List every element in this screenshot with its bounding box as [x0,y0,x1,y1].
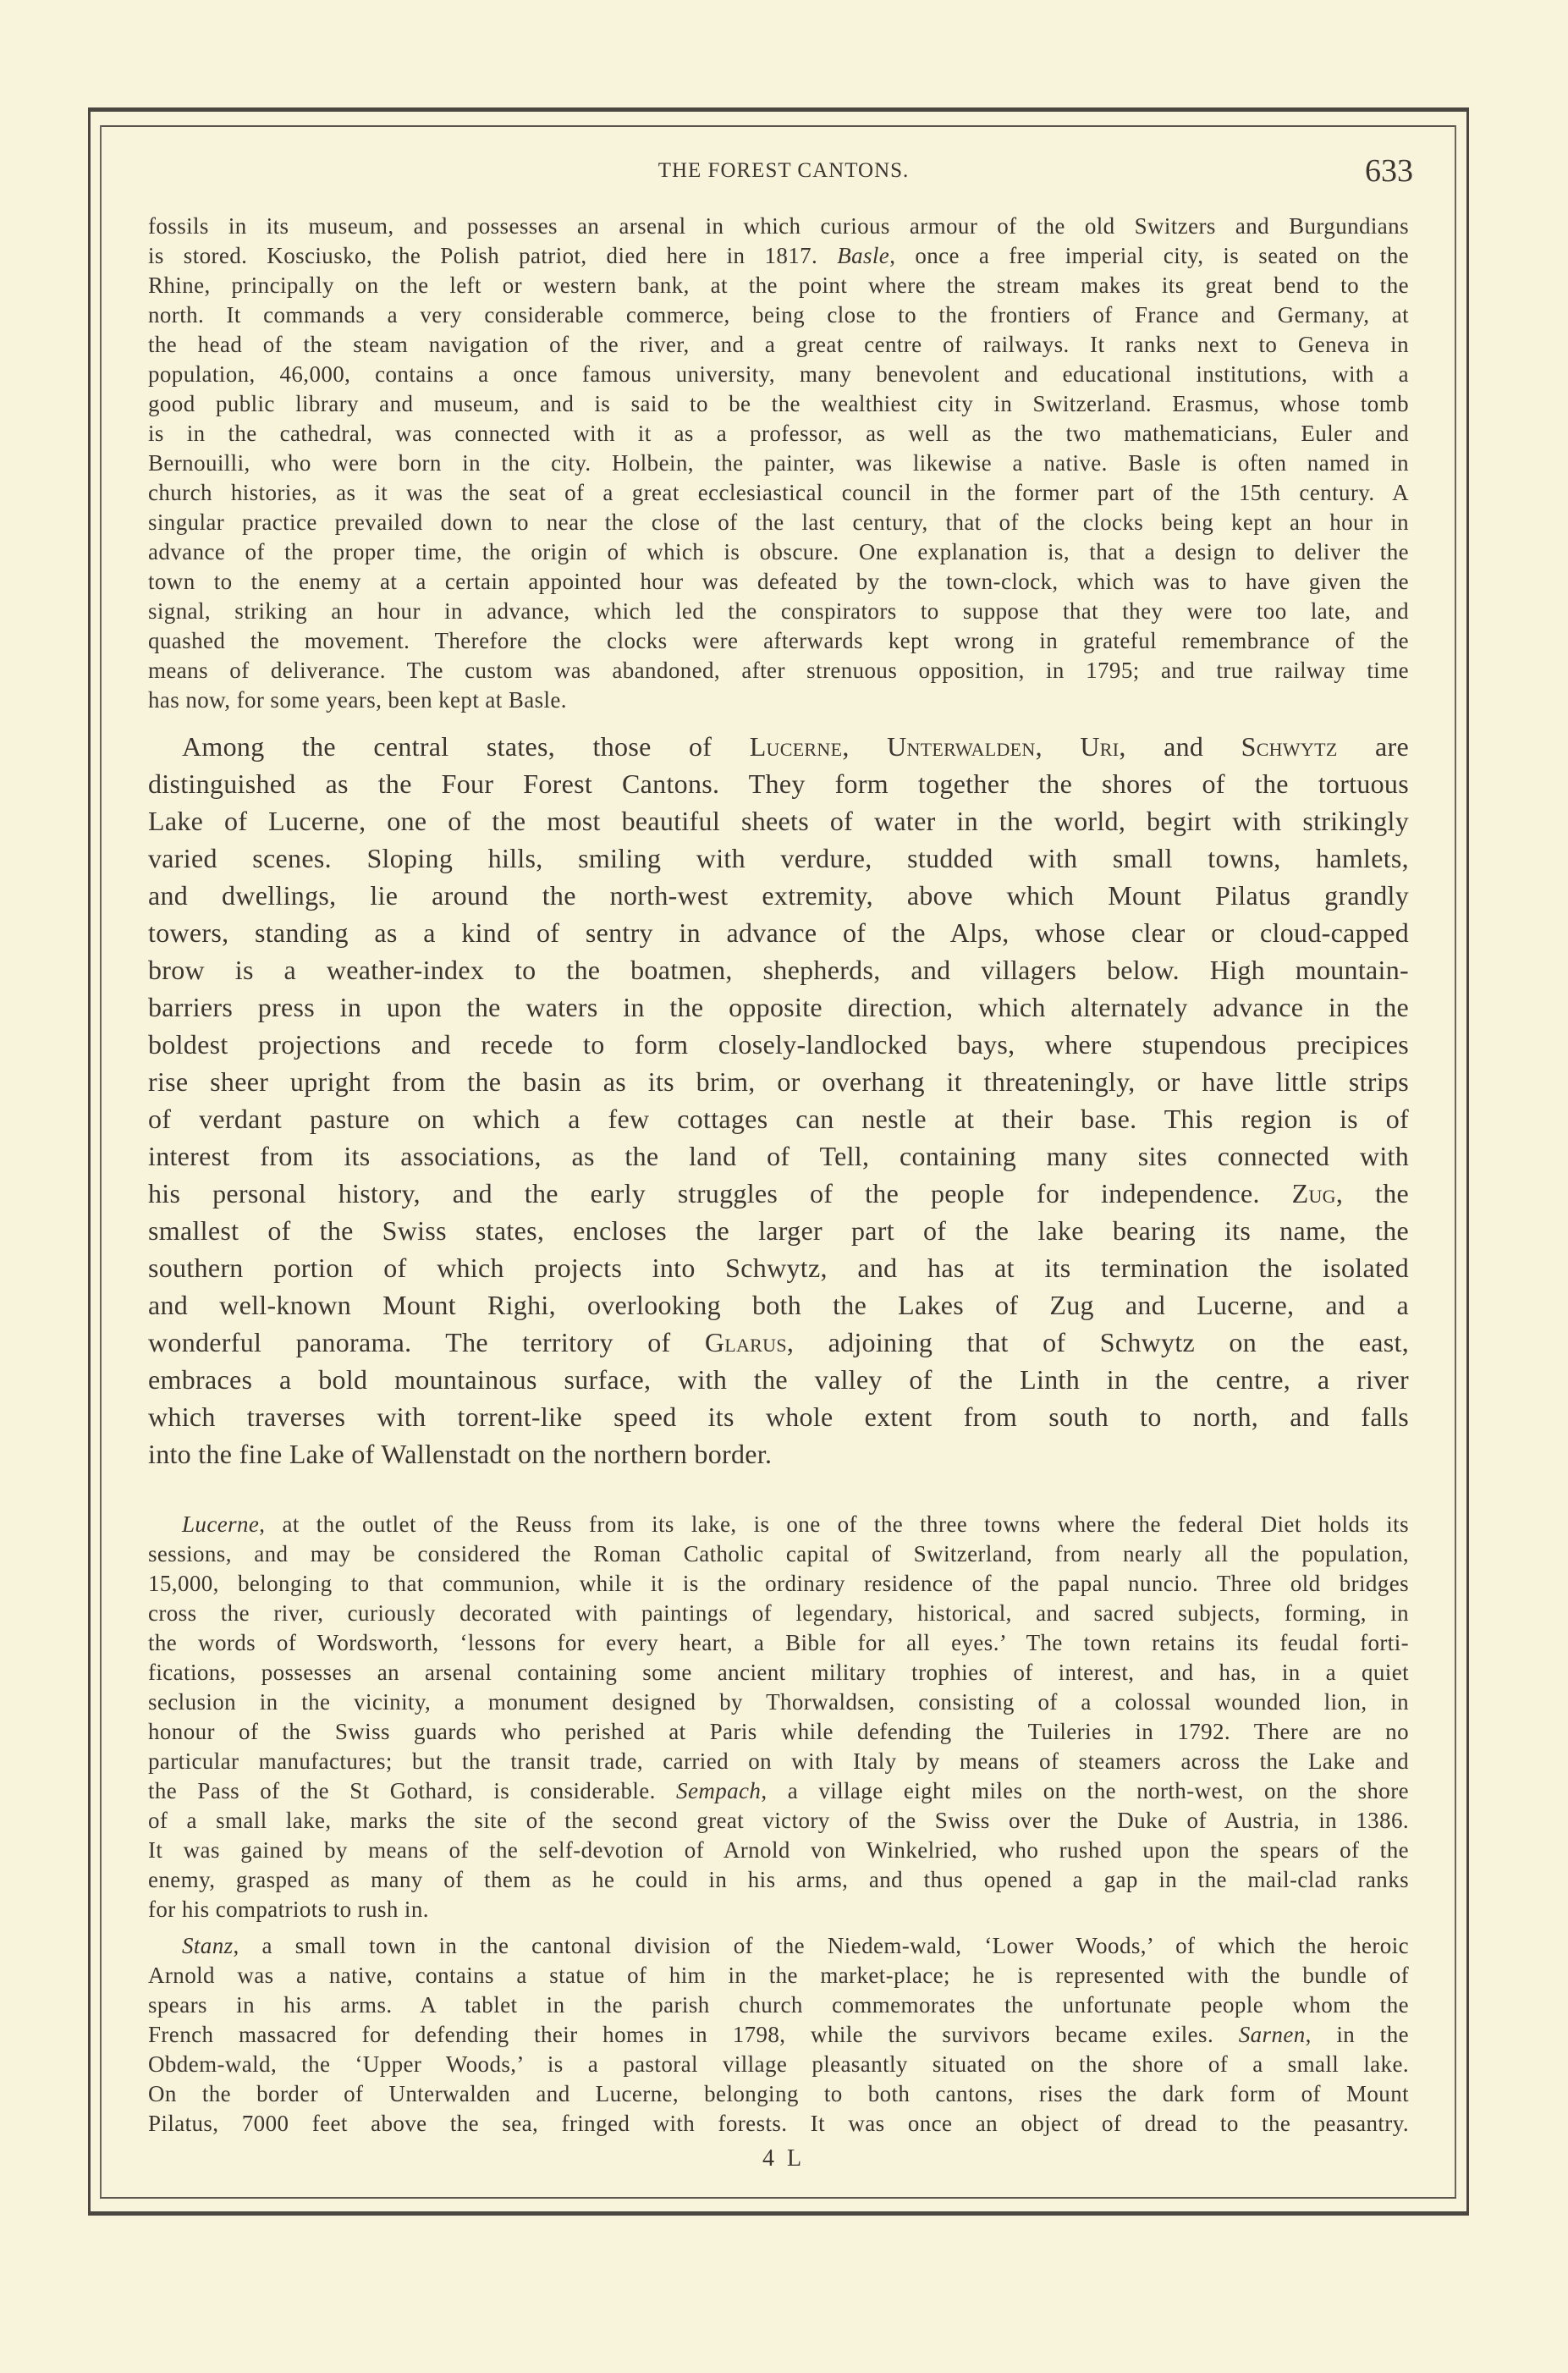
paragraph-stanz [148,1931,1409,2139]
text-run: town to the enemy at a certain appointed hour was defeated by the town-clock, which was to have given the [148,569,1409,594]
text-run: signal, striking an hour in advance, which led the conspirators to suppose that they were too late, and [148,598,1409,624]
text-run: , [842,731,888,762]
text-run: is stored. Kosciusko, the Polish patriot, died here in 1817. [148,243,838,268]
text-run: wonderful panorama. The territory of [148,1327,705,1357]
text-run: honour of the Swiss guards who perished at Paris while defending the Tuileries in 1792. There are no [148,1719,1409,1744]
text-run: Arnold was a native, contains a statue of him in the market-place; he is represented with the bundle of [148,1963,1409,1988]
text-run: into the fine Lake of Wallenstadt on the northern border. [148,1439,773,1469]
text-line [148,988,1409,1026]
small-caps-place-name: Unterwalden [887,731,1036,762]
text-line [148,449,1409,478]
text-line [148,1539,1409,1569]
text-line [148,685,1409,715]
text-line [148,656,1409,685]
text-line [148,1895,1409,1924]
text-run: Lake of Lucerne, one of the most beautiful sheets of water in the world, begirt with strikingly [148,806,1409,836]
text-line [148,765,1409,802]
text-line [148,1212,1409,1249]
text-line [148,1990,1409,2020]
text-run: sessions, and may be considered the Roman Catholic capital of Switzerland, from nearly all the population, [148,1541,1409,1566]
text-run: Pilatus, 7000 feet above the sea, fringed with forests. It was once an object of dread to the peasantry. [148,2111,1409,2136]
text-line [148,2109,1409,2139]
text-run: north. It commands a very considerable commerce, being close to the frontiers of France and Germany, at [148,302,1409,328]
frame-inner-left [100,125,102,2199]
text-run: , a small town in the cantonal division of the Niedem-wald, ‘Lower Woods,’ of which the heroic [233,1933,1409,1958]
text-line [148,840,1409,877]
frame-inner-right [1455,125,1456,2199]
text-run: , the [1335,1178,1410,1209]
text-line [148,508,1409,537]
text-line [148,1865,1409,1895]
text-run: distinguished as the Four Forest Cantons. They form together the shores of the tortuous [148,768,1409,799]
text-line [148,1137,1409,1175]
text-line [148,300,1409,330]
text-run: singular practice prevailed down to near the close of the last century, that of the clocks being kept an hour in [148,509,1409,535]
paragraph-basle [148,212,1409,715]
text-run: fossils in its museum, and possesses an arsenal in which curious armour of the old Switzers and Burgundians [148,213,1409,239]
text-run: On the border of Unterwalden and Lucerne, belonging to both cantons, rises the dark form of Mount [148,2081,1409,2106]
text-line [148,1688,1409,1717]
text-run: quashed the movement. Therefore the clocks were afterwards kept wrong in grateful remembrance of the [148,628,1409,653]
text-line [148,537,1409,567]
text-run: boldest projections and recede to form closely-landlocked bays, where stupendous precipices [148,1029,1409,1060]
text-line [148,877,1409,914]
text-line [148,1063,1409,1100]
frame-left [88,107,91,2215]
text-run: French massacred for defending their homes in 1798, while the survivors became exiles. [148,2022,1239,2047]
text-run: and well-known Mount Righi, overlooking both the Lakes of Zug and Lucerne, and a [148,1290,1409,1320]
text-line [148,567,1409,597]
page-number: 633 [1365,153,1413,189]
italic-place-name: Lucerne [182,1511,260,1537]
text-line [148,2020,1409,2050]
text-line [148,389,1409,419]
text-run: advance of the proper time, the origin of which is obscure. One explanation is, that a design to deliver the [148,539,1409,564]
paragraph-lucerne [148,1510,1409,1924]
text-line [148,360,1409,389]
text-run: the words of Wordsworth, ‘lessons for every heart, a Bible for all eyes.’ The town retains its feudal forti- [148,1630,1409,1655]
text-run: towers, standing as a kind of sentry in advance of the Alps, whose clear or cloud-capped [148,917,1409,948]
text-run: southern portion of which projects into Schwytz, and has at its termination the isolated [148,1253,1409,1283]
text-line [148,1286,1409,1324]
text-line [148,241,1409,271]
text-run: Obdem-wald, the ‘Upper Woods,’ is a pastoral village pleasantly situated on the shore of a small lake. [148,2051,1409,2077]
text-run: and dwellings, lie around the north-west extremity, above which Mount Pilatus grandly [148,880,1409,911]
top-rule-thin [102,125,1455,127]
text-run: his personal history, and the early struggles of the people for independence. [148,1178,1292,1209]
text-run: rise sheer upright from the basin as its brim, or overhang it threateningly, or have little strips [148,1066,1409,1097]
text-run: particular manufactures; but the transit trade, carried on with Italy by means of steamers across the Lake and [148,1748,1409,1774]
text-line [148,1776,1409,1806]
text-line [148,1806,1409,1836]
text-line [148,1361,1409,1398]
bottom-rule-thin [100,2197,1456,2199]
text-run: good public library and museum, and is said to be the wealthiest city in Switzerland. Erasmus, whose tomb [148,391,1409,416]
text-line [148,1961,1409,1990]
text-line [148,1599,1409,1628]
text-run: population, 46,000, contains a once famous university, many benevolent and educational institutions, with a [148,361,1409,387]
text-line [148,597,1409,626]
small-caps-place-name: Lucerne [749,731,843,762]
small-caps-place-name: Uri [1080,731,1120,762]
text-line [148,914,1409,951]
text-run: is in the cathedral, was connected with it as a professor, as well as the two mathematicians, Euler and [148,421,1409,446]
text-run: , [1035,731,1081,762]
text-line [148,1747,1409,1776]
text-run: church histories, as it was the seat of a great ecclesiastical council in the former part of the 15th century. A [148,480,1409,505]
text-run: cross the river, curiously decorated with paintings of legendary, historical, and sacred subjects, forming, in [148,1600,1409,1626]
text-line [148,1628,1409,1658]
text-line [148,1836,1409,1865]
text-run: enemy, grasped as many of them as he could in his arms, and thus opened a gap in the mail-clad ranks [148,1867,1409,1892]
paragraph-forest-cantons [148,728,1409,1473]
text-run: , in the [1305,2022,1409,2047]
text-run: of verdant pasture on which a few cottages can nestle at their base. This region is of [148,1104,1409,1134]
text-line [148,1398,1409,1435]
text-run: of a small lake, marks the site of the second great victory of the Swiss over the Duke of Austria, in 1386. [148,1808,1409,1833]
text-line [148,1100,1409,1137]
text-run: varied scenes. Sloping hills, smiling with verdure, studded with small towns, hamlets, [148,843,1409,873]
text-run: are [1337,731,1409,762]
text-line [148,1717,1409,1747]
text-run: means of deliverance. The custom was abandoned, after strenuous opposition, in 1795; and true railway time [148,658,1409,683]
text-run: seclusion in the vicinity, a monument designed by Thorwaldsen, consisting of a colossal wounded lion, in [148,1689,1409,1715]
text-line [148,1510,1409,1539]
text-line [148,1658,1409,1688]
text-run: , a village eight miles on the north-west, on the shore [761,1778,1409,1803]
italic-place-name: Basle [837,243,890,268]
text-line [148,1569,1409,1599]
text-line [148,626,1409,656]
text-run: , at the outlet of the Reuss from its lake, is one of the three towns where the federal Diet holds its [259,1511,1409,1537]
text-line [148,2050,1409,2079]
text-run: Bernouilli, who were born in the city. Holbein, the painter, was likewise a native. Basle is often named in [148,450,1409,476]
running-header: THE FOREST CANTONS. [657,159,910,182]
text-line [148,212,1409,241]
text-run: It was gained by means of the self-devotion of Arnold von Winkelried, who rushed upon the spears of the [148,1837,1409,1863]
text-run: the head of the steam navigation of the river, and a great centre of railways. It ranks next to Geneva in [148,332,1409,357]
text-run: brow is a weather-index to the boatmen, shepherds, and villagers below. High mountain- [148,955,1409,985]
text-line [148,419,1409,449]
text-run: has now, for some years, been kept at Basle. [148,687,567,713]
text-run: Among the central states, those of [182,731,750,762]
text-line [148,802,1409,840]
signature-mark: 4 L [762,2145,806,2172]
text-line [148,951,1409,988]
text-line [148,1026,1409,1063]
text-line [148,1931,1409,1961]
bottom-rule-thick [88,2211,1469,2216]
small-caps-place-name: Schwytz [1241,731,1338,762]
text-line [148,1435,1409,1473]
text-run: smallest of the Swiss states, encloses the larger part of the lake bearing its name, the [148,1215,1409,1246]
text-run: for his compatriots to rush in. [148,1897,429,1922]
text-line [148,478,1409,508]
text-run: Rhine, principally on the left or western bank, at the point where the stream makes its great bend to the [148,273,1409,298]
frame-right [1466,107,1469,2215]
text-line [148,1249,1409,1286]
text-line [148,271,1409,300]
text-line [148,1175,1409,1212]
text-run: , adjoining that of Schwytz on the east, [786,1327,1409,1357]
text-run: which traverses with torrent-like speed its whole extent from south to north, and falls [148,1401,1409,1432]
text-line [148,728,1409,765]
text-run: , once a free imperial city, is seated on the [889,243,1410,268]
italic-place-name: Sarnen [1238,2022,1306,2047]
italic-place-name: Sempach [676,1778,762,1803]
top-rule-thick [88,107,1469,112]
text-run: the Pass of the St Gothard, is considerable. [148,1778,677,1803]
text-run: 15,000, belonging to that communion, while it is the ordinary residence of the papal nuncio. Three old bridges [148,1571,1409,1596]
text-line [148,2079,1409,2109]
small-caps-place-name: Glarus [704,1327,787,1357]
text-run: embraces a bold mountainous surface, with the valley of the Linth in the centre, a river [148,1364,1409,1395]
text-line [148,1324,1409,1361]
text-run: spears in his arms. A tablet in the parish church commemorates the unfortunate people whom the [148,1992,1409,2018]
italic-place-name: Stanz [182,1933,234,1958]
text-run: fications, possesses an arsenal containing some ancient military trophies of interest, and has, in a quiet [148,1660,1409,1685]
text-run: , and [1119,731,1241,762]
small-caps-place-name: Zug [1291,1178,1336,1209]
text-line [148,330,1409,360]
text-run: barriers press in upon the waters in the opposite direction, which alternately advance in the [148,992,1409,1022]
text-run: interest from its associations, as the land of Tell, containing many sites connected with [148,1141,1409,1171]
